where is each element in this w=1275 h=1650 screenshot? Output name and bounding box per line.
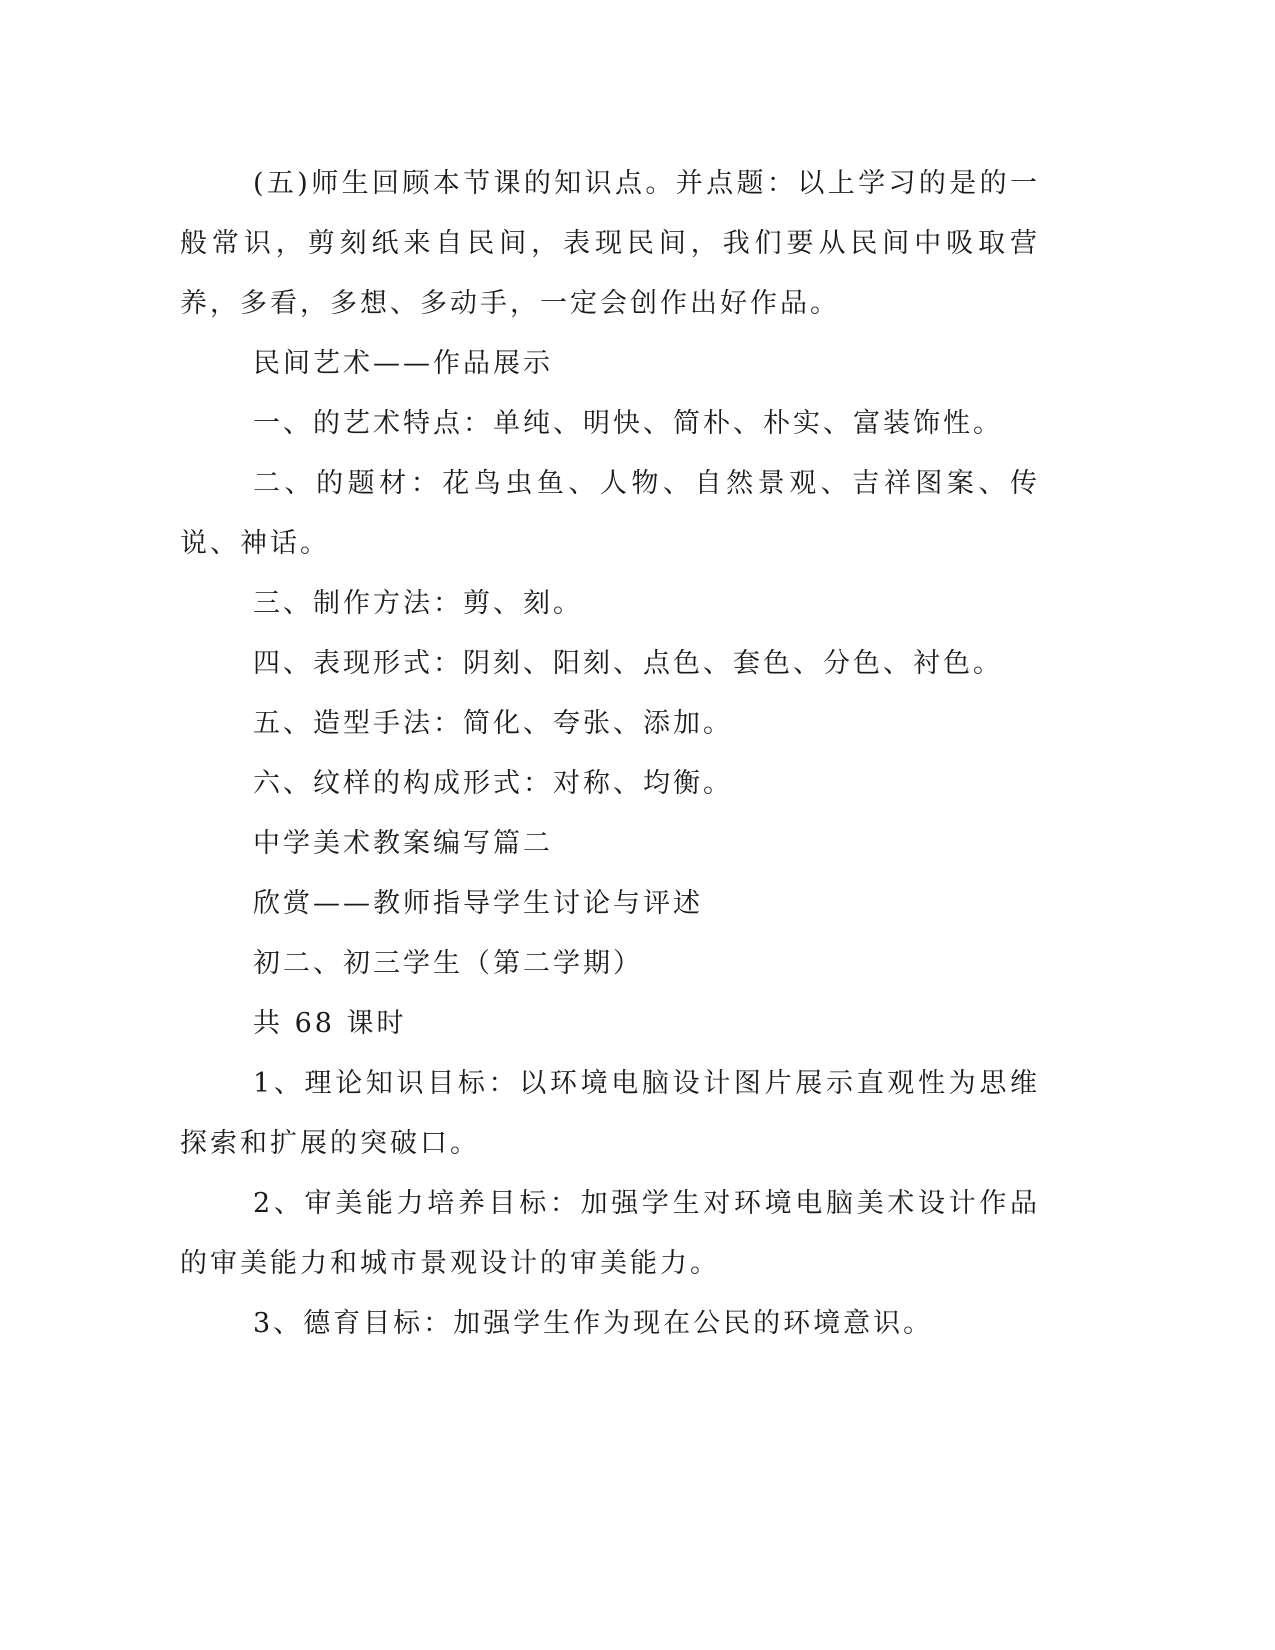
paragraph-lesson-type: 欣赏——教师指导学生讨论与评述 <box>253 888 703 919</box>
section-title-part-two: 中学美术教案编写篇二 <box>253 828 553 859</box>
paragraph-goal-aesthetics: 2、审美能力培养目标：加强学生对环境电脑美术设计作品的审美能力和城市景观设计的审美能力。 <box>180 1188 1040 1279</box>
paragraph-goal-theory: 1、理论知识目标：以环境电脑设计图片展示直观性为思维探索和扩展的突破口。 <box>180 1068 1040 1159</box>
paragraph-goal-moral: 3、德育目标：加强学生作为现在公民的环境意识。 <box>253 1308 934 1339</box>
paragraph-folk-art-heading: 民间艺术——作品展示 <box>253 348 553 379</box>
paragraph-expression-forms: 四、表现形式：阴刻、阳刻、点色、套色、分色、衬色。 <box>253 648 1003 679</box>
paragraph-subject-matter: 二、的题材：花鸟虫鱼、人物、自然景观、吉祥图案、传说、神话。 <box>180 468 1040 559</box>
paragraph-total-hours: 共 68 课时 <box>253 1008 407 1039</box>
paragraph-pattern-composition: 六、纹样的构成形式：对称、均衡。 <box>253 768 733 799</box>
paragraph-review: (五)师生回顾本节课的知识点。并点题：以上学习的是的一般常识，剪刻纸来自民间，表现民间，我们要从民间中吸取营养，多看，多想、多动手，一定会创作出好作品。 <box>180 168 1040 319</box>
paragraph-method: 三、制作方法：剪、刻。 <box>253 588 583 619</box>
paragraph-modeling-techniques: 五、造型手法：简化、夸张、添加。 <box>253 708 733 739</box>
document-body <box>180 154 1040 1354</box>
paragraph-target-students: 初二、初三学生（第二学期） <box>253 948 643 979</box>
paragraph-art-features: 一、的艺术特点：单纯、明快、简朴、朴实、富装饰性。 <box>253 408 1003 439</box>
